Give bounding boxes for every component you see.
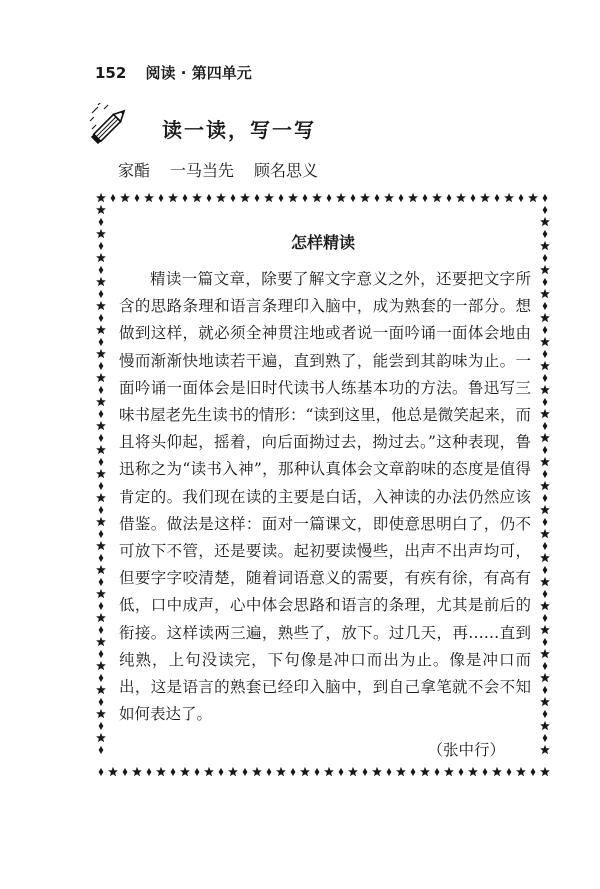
border-diamond <box>99 458 104 466</box>
border-diamond <box>543 350 548 358</box>
border-diamond <box>123 768 128 776</box>
border-diamond <box>99 768 104 776</box>
border-diamond <box>543 542 548 550</box>
border-star <box>96 421 106 430</box>
border-star <box>492 767 502 776</box>
border-diamond <box>543 614 548 622</box>
border-diamond <box>339 768 344 776</box>
border-star <box>108 767 118 776</box>
border-diamond <box>99 626 104 634</box>
border-diamond <box>435 768 440 776</box>
article-paragraph: 精读一篇文章，除要了解文字意义之外，还要把文字所含的思路条理和语言条理印入脑中，成为熟套的一部分。想做到这样，就必须全神贯注地或者说一面吟诵一面体会地由慢而渐渐快地读若干遍，直到熟了，能尝到其韵味为止。一面吟诵一面体会是旧时代读书人练基本功的方法。鲁迅写三味书屋老先生读书的情形：“读到这里，他总是微笑起来，而且将头仰起，摇着，向后面拗过去，拗过去。”这种表现，鲁迅称之为“读书入神”，那种认真体会文章韵味的态度是值得肯定的。我们现在读的主要是白话，入神读的办法仍然应该借鉴。做法是这样：面对一篇课文，即使意思明白了，仍不可放下不管，还是要读。起初要读慢些，出声不出声均可，但要字字咬清楚，随着词语意义的需要，有疾有徐，有高有低，口中成声，心中体会思路和语言的条理，尤其是前后的衔接。这样读两三遍，熟些了，放下。过几天，再……直到纯熟，上句没读完，下句像是冲口而出为止。像是冲口而出，这是语言的熟套已经印入脑中，到自己拿笔就不会不知如何表达了。 <box>119 270 531 724</box>
border-star <box>540 289 550 298</box>
border-diamond <box>99 410 104 418</box>
border-star <box>96 253 106 262</box>
border-star <box>480 193 490 202</box>
border-star <box>96 445 106 454</box>
border-diamond <box>375 194 380 202</box>
border-diamond <box>543 446 548 454</box>
border-star <box>540 265 550 274</box>
section-title: 读一读，写一写 <box>162 118 316 142</box>
border-diamond <box>399 194 404 202</box>
border-star <box>540 433 550 442</box>
border-diamond <box>543 710 548 718</box>
border-diamond <box>291 768 296 776</box>
border-star <box>540 409 550 418</box>
border-diamond <box>99 290 104 298</box>
border-star <box>540 673 550 682</box>
border-diamond <box>423 194 428 202</box>
border-diamond <box>543 686 548 694</box>
page-number: 152 <box>95 64 127 82</box>
border-diamond <box>135 194 140 202</box>
border-star <box>336 193 346 202</box>
border-diamond <box>543 422 548 430</box>
border-star <box>96 301 106 310</box>
border-diamond <box>543 194 548 202</box>
border-diamond <box>99 266 104 274</box>
border-diamond <box>99 554 104 562</box>
border-star <box>96 349 106 358</box>
border-star <box>348 767 358 776</box>
border-star <box>96 517 106 526</box>
border-diamond <box>195 768 200 776</box>
border-diamond <box>543 518 548 526</box>
border-diamond <box>99 698 104 706</box>
border-diamond <box>543 590 548 598</box>
border-star <box>540 745 550 754</box>
border-diamond <box>543 566 548 574</box>
border-diamond <box>267 768 272 776</box>
border-star <box>144 193 154 202</box>
border-diamond <box>447 194 452 202</box>
border-star <box>96 685 106 694</box>
border-star <box>96 193 106 202</box>
border-diamond <box>543 302 548 310</box>
border-star <box>408 193 418 202</box>
border-diamond <box>99 746 104 754</box>
border-diamond <box>351 194 356 202</box>
border-star <box>96 373 106 382</box>
border-star <box>96 733 106 742</box>
border-star <box>540 385 550 394</box>
border-star <box>540 625 550 634</box>
border-star <box>240 193 250 202</box>
border-diamond <box>279 194 284 202</box>
border-star <box>312 193 322 202</box>
border-diamond <box>471 194 476 202</box>
border-diamond <box>147 768 152 776</box>
border-star <box>432 193 442 202</box>
vocabulary-list <box>118 158 338 181</box>
border-star <box>540 481 550 490</box>
border-star <box>96 205 106 214</box>
border-star <box>540 553 550 562</box>
border-star <box>300 767 310 776</box>
border-diamond <box>243 768 248 776</box>
border-star <box>540 505 550 514</box>
border-diamond <box>231 194 236 202</box>
border-star <box>444 767 454 776</box>
border-star <box>540 337 550 346</box>
border-diamond <box>111 194 116 202</box>
border-diamond <box>99 338 104 346</box>
unit-label: 阅读 · 第四单元 <box>145 64 252 82</box>
border-star <box>132 767 142 776</box>
border-diamond <box>543 470 548 478</box>
border-star <box>276 767 286 776</box>
border-star <box>540 457 550 466</box>
border-star <box>120 193 130 202</box>
border-diamond <box>159 194 164 202</box>
border-star <box>456 193 466 202</box>
border-star <box>420 767 430 776</box>
border-star <box>96 709 106 718</box>
border-diamond <box>543 374 548 382</box>
border-star <box>216 193 226 202</box>
border-diamond <box>543 662 548 670</box>
border-diamond <box>255 194 260 202</box>
pencil-icon <box>88 103 132 147</box>
border-star <box>96 325 106 334</box>
border-diamond <box>303 194 308 202</box>
border-star <box>96 541 106 550</box>
border-diamond <box>507 768 512 776</box>
border-star <box>96 637 106 646</box>
border-diamond <box>99 722 104 730</box>
border-diamond <box>543 206 548 214</box>
border-diamond <box>99 314 104 322</box>
border-star <box>204 767 214 776</box>
border-star <box>516 767 526 776</box>
border-star <box>528 193 538 202</box>
border-star <box>540 577 550 586</box>
border-diamond <box>411 768 416 776</box>
border-diamond <box>543 734 548 742</box>
article-frame <box>93 190 553 780</box>
border-diamond <box>543 494 548 502</box>
border-star <box>180 767 190 776</box>
border-diamond <box>327 194 332 202</box>
border-diamond <box>99 650 104 658</box>
article-body <box>119 266 531 728</box>
border-diamond <box>171 768 176 776</box>
border-diamond <box>363 768 368 776</box>
border-star <box>360 193 370 202</box>
border-star <box>252 767 262 776</box>
page-header <box>95 62 252 83</box>
border-diamond <box>543 638 548 646</box>
border-diamond <box>99 530 104 538</box>
border-diamond <box>99 218 104 226</box>
border-star <box>96 613 106 622</box>
border-star <box>96 277 106 286</box>
border-diamond <box>459 768 464 776</box>
border-star <box>96 565 106 574</box>
border-star <box>168 193 178 202</box>
border-diamond <box>207 194 212 202</box>
border-star <box>540 361 550 370</box>
border-diamond <box>183 194 188 202</box>
border-diamond <box>387 768 392 776</box>
border-star <box>504 193 514 202</box>
border-star <box>372 767 382 776</box>
border-diamond <box>99 482 104 490</box>
border-diamond <box>99 386 104 394</box>
border-diamond <box>483 768 488 776</box>
border-star <box>384 193 394 202</box>
border-star <box>192 193 202 202</box>
border-star <box>468 767 478 776</box>
border-diamond <box>495 194 500 202</box>
vocab-word: 一马当先 <box>170 161 235 180</box>
border-star <box>96 469 106 478</box>
article-title: 怎样精读 <box>290 233 355 252</box>
border-star <box>228 767 238 776</box>
border-diamond <box>531 768 536 776</box>
border-star <box>540 697 550 706</box>
border-star <box>288 193 298 202</box>
border-diamond <box>219 768 224 776</box>
border-diamond <box>99 578 104 586</box>
border-diamond <box>519 194 524 202</box>
border-star <box>96 493 106 502</box>
border-star <box>324 767 334 776</box>
border-star <box>96 589 106 598</box>
border-star <box>156 767 166 776</box>
vocab-word: 顾名思义 <box>254 161 319 180</box>
border-star <box>540 313 550 322</box>
border-diamond <box>99 602 104 610</box>
border-star <box>540 529 550 538</box>
border-star <box>264 193 274 202</box>
border-diamond <box>99 506 104 514</box>
border-diamond <box>99 674 104 682</box>
border-diamond <box>543 398 548 406</box>
border-star <box>540 721 550 730</box>
border-star <box>96 397 106 406</box>
border-star <box>540 217 550 226</box>
border-diamond <box>543 326 548 334</box>
border-diamond <box>99 362 104 370</box>
border-diamond <box>315 768 320 776</box>
border-star <box>540 649 550 658</box>
vocab-word: 家酯 <box>118 161 151 180</box>
border-diamond <box>543 278 548 286</box>
border-star <box>540 601 550 610</box>
border-star <box>96 661 106 670</box>
article-author: （张中行） <box>427 741 505 759</box>
border-star <box>540 767 550 776</box>
border-star <box>396 767 406 776</box>
border-diamond <box>543 254 548 262</box>
border-diamond <box>99 434 104 442</box>
